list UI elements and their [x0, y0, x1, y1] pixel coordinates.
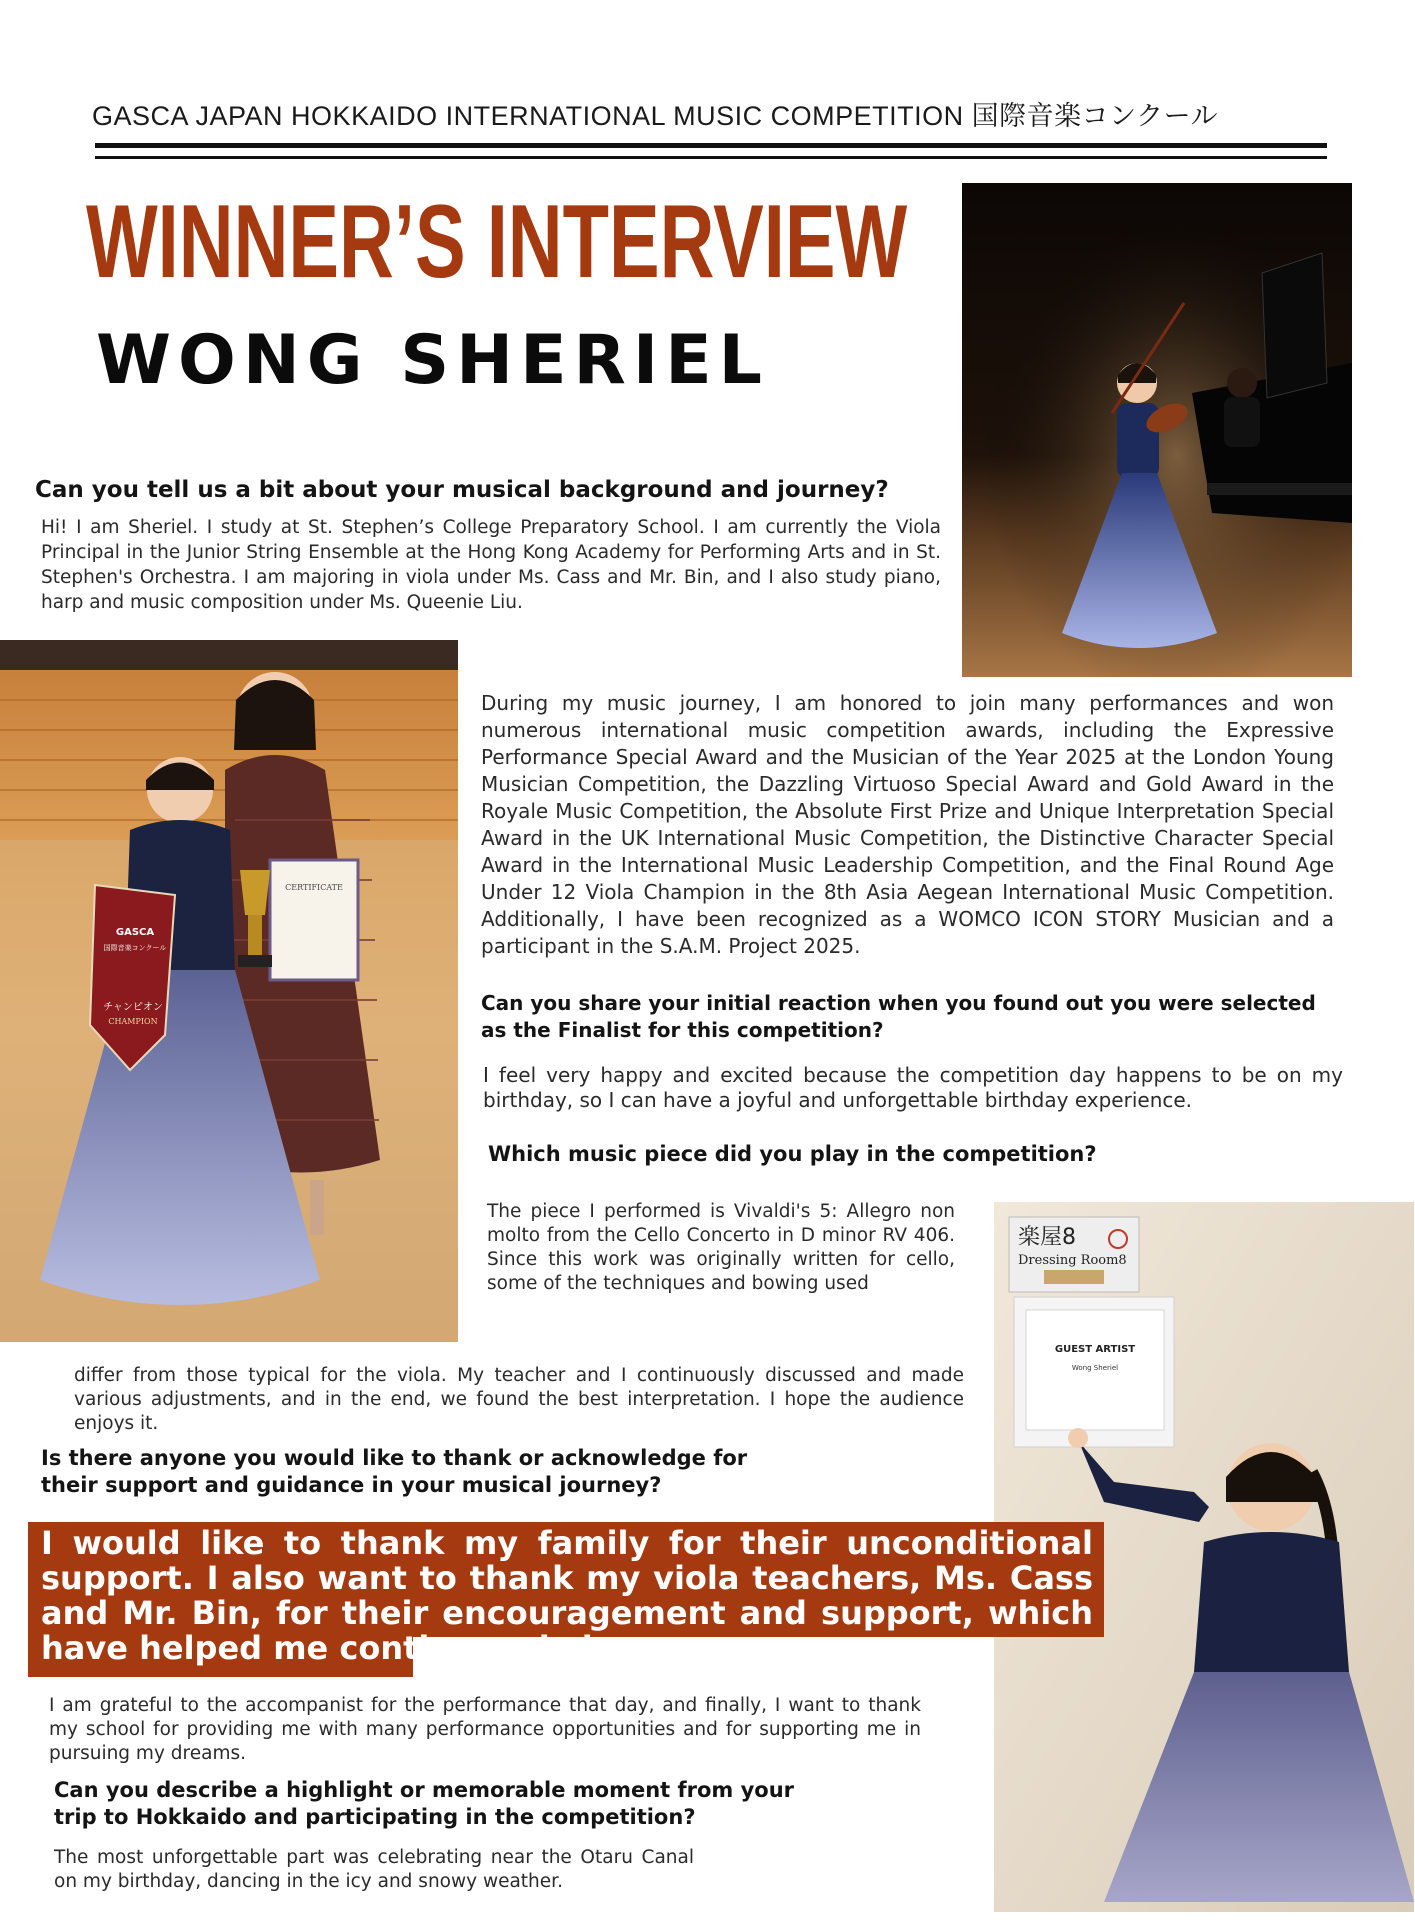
interviewee-name: WONG SHERIEL: [96, 321, 769, 400]
headline: WINNER’S INTERVIEW: [86, 184, 908, 300]
certificate-title: CERTIFICATE: [285, 883, 343, 892]
banner-brand: GASCA: [115, 927, 155, 938]
award-photo: [0, 640, 458, 1342]
question-5: Can you describe a highlight or memorable moment from your trip to Hokkaido and participating in the competition?: [54, 1778, 795, 1829]
dressing-room-en: Dressing Room8: [1018, 1253, 1127, 1268]
answer-3: The piece I performed is Vivaldi's 5: Allegro non molto from the Cello Concerto in D minor RV 406. Since this work was originally written for cello, some of the techniques and bowing used: [487, 1201, 955, 1294]
question-4: Is there anyone you would like to thank or acknowledge for their support and guidance in your musical journey?: [41, 1446, 748, 1497]
answer-2: I feel very happy and excited because the competition day happens to be on my birthday, so I can have a joyful and unforgettable birthday experience.: [483, 1063, 1343, 1112]
competition-header: GASCA JAPAN HOKKAIDO INTERNATIONAL MUSIC COMPETITION 国際音楽コンクール: [92, 101, 1219, 131]
question-1: Can you tell us a bit about your musical background and journey?: [35, 477, 889, 503]
sign-name: Wong Sheriel: [1071, 1364, 1119, 1372]
header-rule-top: [95, 143, 1327, 148]
answer-4: I am grateful to the accompanist for the performance that day, and finally, I want to thank my school for providing me with many performance opportunities and for supporting me in pursuing my dreams.: [49, 1695, 921, 1764]
sign-title: GUEST ARTIST: [1054, 1344, 1136, 1355]
answer-3-continued: differ from those typical for the viola. My teacher and I continuously discussed and made various adjustments, and in the end, we found the best interpretation. I hope the audience enjoys it.: [74, 1365, 964, 1434]
banner-champion-jp: チャンピオン: [103, 1002, 163, 1013]
banner-jp: 国際音楽コンクール: [103, 944, 167, 952]
dressing-room-jp: 楽屋8: [1018, 1225, 1076, 1250]
highlight-quote: I would like to thank my family for their unconditional support. I also want to thank my viola teachers, Ms. Cass and Mr. Bin, for their encouragement and support, which have helped me continuously improve.: [41, 1524, 1093, 1667]
banner-champion: CHAMPION: [108, 1017, 158, 1026]
answer-1: Hi! I am Sheriel. I study at St. Stephen’s College Preparatory School. I am currently the Viola Principal in the Junior String Ensemble at the Hong Kong Academy for Performing Arts and in St. Stephen's Orchestra. I am majoring in viola under Ms. Cass and Mr. Bin, and I also study piano, harp and music composition under Ms. Queenie Liu.: [41, 517, 941, 613]
answer-5: The most unforgettable part was celebrating near the Otaru Canal on my birthday, dancing in the icy and snowy weather.: [54, 1847, 694, 1892]
answer-1-continued: During my music journey, I am honored to join many performances and won numerous international music competition awards, including the Expressive Performance Special Award and the Musician of the Year 2025 at the London Young Musician Competition, the Dazzling Virtuoso Special Award and Gold Award in the Royale Music Competition, the Absolute First Prize and Unique Interpretation Special Award in the UK International Music Competition, the Distinctive Character Special Award in the International Music Leadership Competition, and the Final Round Age Under 12 Viola Champion in the 8th Asia Aegean International Music Competition. Additionally, I have been recognized as a WOMCO ICON STORY Musician and a participant in the S.A.M. Project 2025.: [481, 691, 1334, 958]
question-3: Which music piece did you play in the competition?: [488, 1142, 1097, 1166]
header-rule-bottom: [95, 156, 1327, 159]
performance-photo: [962, 183, 1352, 677]
question-2: Can you share your initial reaction when you found out you were selected as the Finalist for this competition?: [481, 991, 1316, 1042]
